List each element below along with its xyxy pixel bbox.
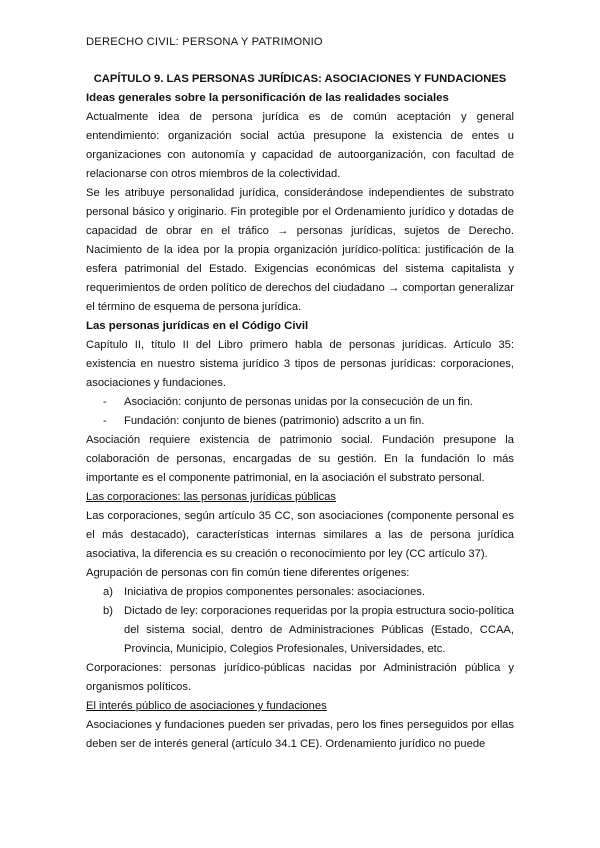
paragraph: Asociaciones y fundaciones pueden ser privadas, pero los fines perseguidos por ellas deben ser de interés general (artículo 34.1 CE). Ordenamiento jurídico no puede	[86, 719, 514, 750]
list-item: - Asociación: conjunto de personas unidas por la consecución de un fin.	[86, 393, 514, 412]
list-item: - Fundación: conjunto de bienes (patrimonio) adscrito a un fin.	[86, 412, 514, 431]
section-heading-codigo-civil: Las personas jurídicas en el Código Civil	[86, 320, 309, 332]
list-item	[86, 602, 514, 659]
dash-list	[86, 393, 514, 431]
subsection-heading-interes-publico: El interés público de asociaciones y fundaciones	[86, 700, 327, 712]
paragraph: Se les atribuye personalidad jurídica, considerándose independientes de substrato personal básico y originario. Fin protegible por el Ordenamiento jurídico y dotadas de capacidad de obrar en el tráfico → personas jurídicas, sujetos de Derecho. Nacimiento de la idea por la propia organización jurídico-política: justificación de la esfera patrimonial del Estado. Exigencias económicas del sistema capitalista y requerimientos de orden político de derechos del ciudadano → comportan generalizar el término de esquema de persona jurídica.	[86, 187, 514, 313]
document-body	[86, 70, 514, 754]
paragraph: Las corporaciones, según artículo 35 CC, son asociaciones (componente personal es el más destacado), características internas similares a las de persona jurídica asociativa, la diferencia es su creación o reconocimiento por ley (CC artículo 37).	[86, 510, 514, 560]
lettered-list	[86, 583, 514, 659]
paragraph: Corporaciones: personas jurídico-públicas nacidas por Administración pública y organismos políticos.	[86, 662, 514, 693]
list-item-text: Dictado de ley: corporaciones requeridas por la propia estructura socio-política del sistema social, dentro de Administraciones Públicas (Estado, CCAA, Provincia, Municipio, Colegios Profesionales, Universidades, etc.	[124, 605, 514, 655]
paragraph: Capítulo II, título II del Libro primero habla de personas jurídicas. Artículo 35: existencia en nuestro sistema jurídico 3 tipos de personas jurídicas: corporaciones, asociaciones y fundaciones.	[86, 339, 514, 389]
list-item	[86, 583, 514, 602]
paragraph: Actualmente idea de persona jurídica es de común aceptación y general entendimiento: organización social actúa presupone la existencia de entes u organizaciones con autonomía y capacidad de autoorganización, con facultad de relacionarse con otros miembros de la colectividad.	[86, 111, 514, 180]
list-marker: a)	[103, 586, 113, 598]
chapter-title: CAPÍTULO 9. LAS PERSONAS JURÍDICAS: ASOCIACIONES Y FUNDACIONES	[93, 73, 507, 85]
paragraph: Agrupación de personas con fin común tiene diferentes orígenes:	[86, 567, 410, 579]
page-header: DERECHO CIVIL: PERSONA Y PATRIMONIO	[86, 36, 323, 48]
list-marker: b)	[103, 605, 113, 617]
subsection-heading-corporaciones: Las corporaciones: las personas jurídicas públicas	[86, 491, 336, 503]
section-heading-ideas-generales: Ideas generales sobre la personificación de las realidades sociales	[86, 92, 449, 104]
list-item-text: Iniciativa de propios componentes personales: asociaciones.	[124, 586, 425, 598]
paragraph: Asociación requiere existencia de patrimonio social. Fundación presupone la colaboración de personas, encargadas de su gestión. En la fundación lo más importante es el componente patrimonial, en la asociación el substrato personal.	[86, 434, 514, 484]
